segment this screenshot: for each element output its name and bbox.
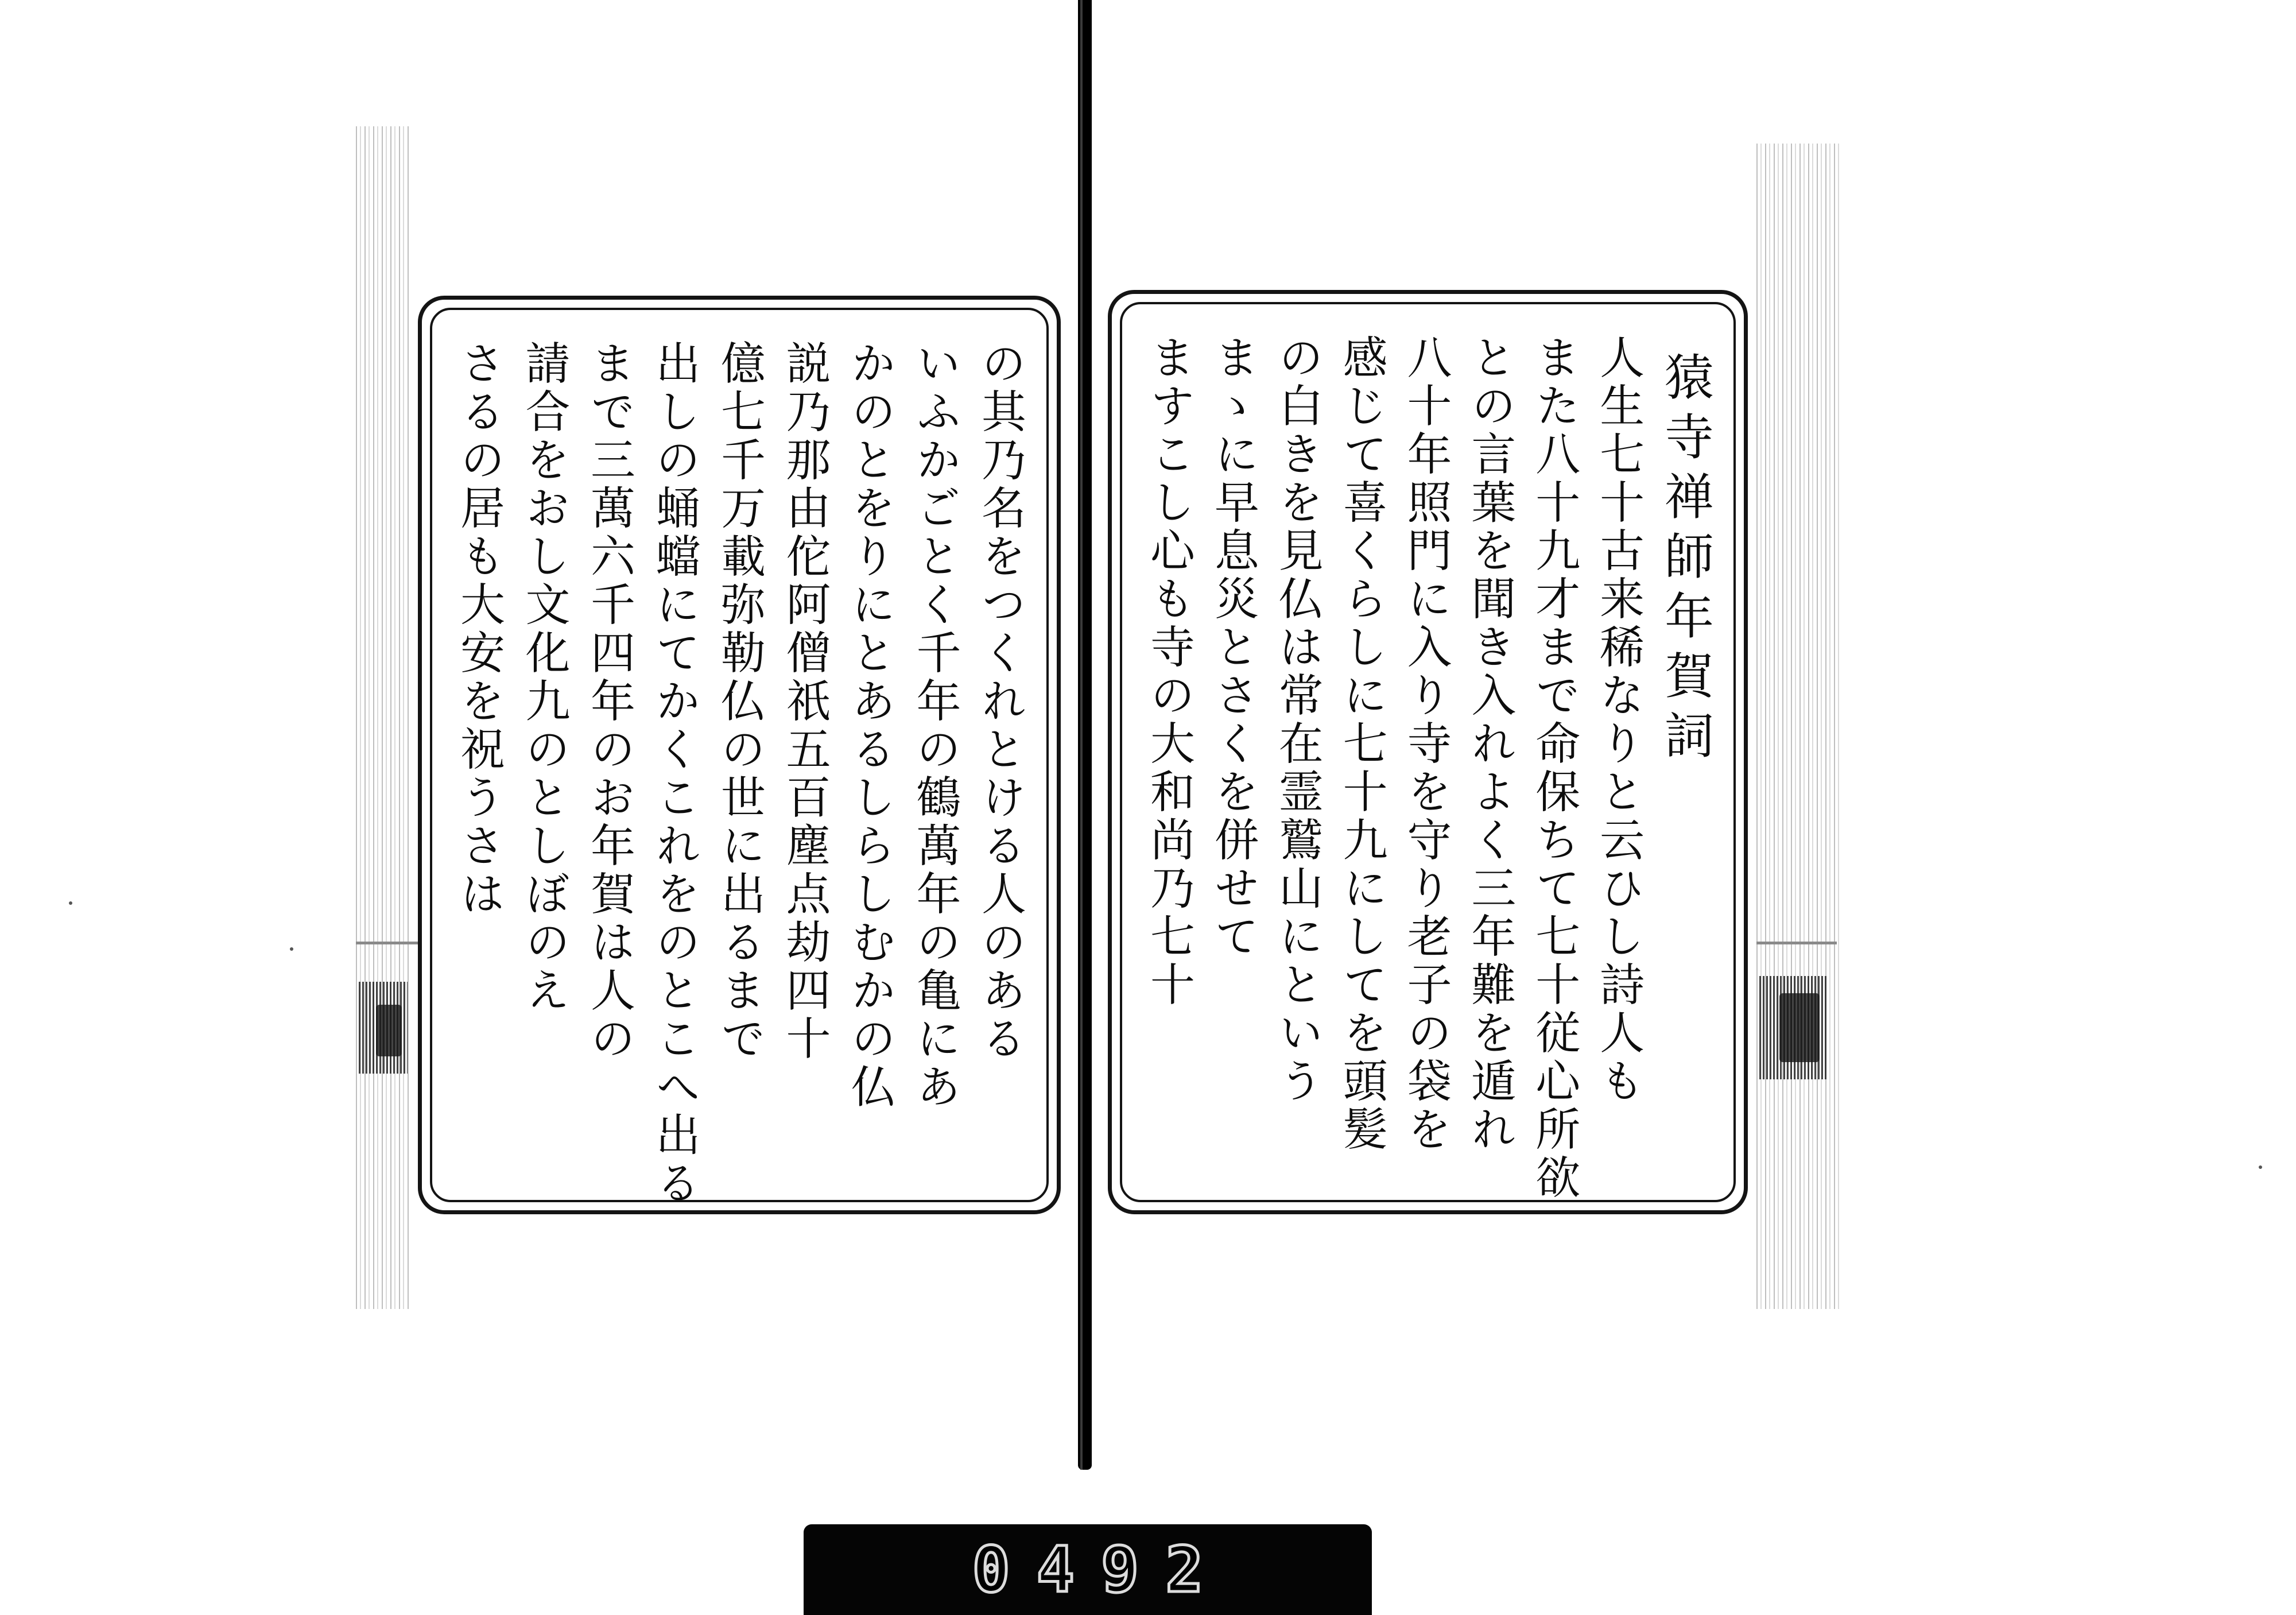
left-page-text <box>453 340 1026 1208</box>
left-edge-seal <box>376 1005 402 1056</box>
binding-spine <box>1078 0 1092 1470</box>
text-column: の白きを見仏は常在霊鷲山にという <box>1271 334 1323 1106</box>
text-column: 八十年照門に入り寺を守り老子の袋を <box>1399 334 1452 1154</box>
text-column: 億七千万載弥勒仏の世に出るまで <box>713 340 765 1063</box>
text-column: の其乃名をつくれとける人のある <box>974 340 1026 1063</box>
right-page-text <box>1143 334 1713 1202</box>
text-column: ますこし心も寺の大和尚乃七十 <box>1143 334 1194 1009</box>
text-column: まゝに早息災とさくを併せて <box>1207 334 1259 961</box>
right-page-frame <box>1108 290 1748 1214</box>
left-book-edge <box>356 126 410 1309</box>
text-column: 感じて喜くらしに七十九にしてを頭髪 <box>1335 334 1387 1154</box>
left-edge-mark <box>356 942 419 944</box>
speck <box>2259 1165 2262 1169</box>
text-column: 人生七十古来稀なりと云ひし詩人も <box>1592 334 1645 1106</box>
text-column: との言葉を聞き入れよく三年難を遁れ <box>1464 334 1516 1154</box>
page-number: 0492 <box>972 1533 1230 1606</box>
text-column: さるの居も大安を祝うさは <box>453 340 505 919</box>
speck <box>69 901 72 905</box>
page-title: 猿寺禅師年賀詞 <box>1656 351 1713 769</box>
text-column: 請合をおし文化九のとしぼのえ <box>518 340 570 1015</box>
text-column: かのとをりにとあるしらしむかの仏 <box>844 340 895 1111</box>
right-edge-mark <box>1756 942 1837 944</box>
page-number-bar <box>804 1524 1372 1615</box>
text-column: いふかごとく千年の鶴萬年の亀にあ <box>909 340 961 1111</box>
right-edge-seal <box>1779 993 1820 1062</box>
speck <box>290 947 293 951</box>
left-page-frame <box>418 296 1061 1214</box>
text-column: 出しの蛹蟷にてかくこれをのとこへ出る <box>648 340 700 1208</box>
text-column: 説乃那由佗阿僧祇五百塵点劫四十 <box>778 340 831 1063</box>
text-column: また八十九才まで命保ちて七十従心所欲 <box>1528 334 1580 1202</box>
right-book-edge <box>1756 144 1843 1309</box>
text-column: まで三萬六千四年のお年賀は人の <box>583 340 635 1063</box>
